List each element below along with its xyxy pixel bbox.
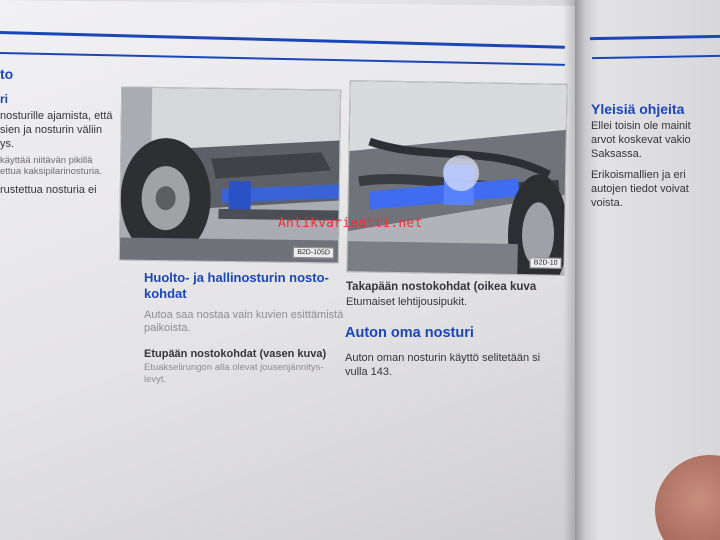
front-photo-code: B2D-105D: [293, 247, 334, 259]
watermark: Antikvariaatti.net: [278, 216, 423, 231]
rear-lift-points-subheading: Takapään nostokohdat (oikea kuva: [346, 281, 537, 293]
left-column-line-4: rustettua nosturia ei: [0, 184, 97, 196]
rear-lift-points-body: Etumaiset lehtijousipukit.: [346, 296, 468, 308]
front-lift-points-subheading: Etupään nostokohdat (vasen kuva): [144, 348, 327, 360]
service-lift-heading-line-2: kohdat: [144, 286, 187, 301]
rear-lift-illustration: [347, 81, 566, 275]
right-page-line-4: Erikoismallien ja eri: [591, 169, 686, 181]
left-column-line-2: sien ja nosturin väliin: [0, 124, 103, 136]
left-column-heading-2: ri: [0, 92, 9, 106]
rear-lift-photo: [346, 80, 567, 276]
left-column-line-3: ys.: [0, 138, 15, 150]
service-lift-body-line-1: Autoa saa nostaa vain kuvien esittämistä: [144, 309, 344, 321]
general-instructions-heading: Yleisiä ohjeita: [591, 101, 685, 117]
right-page-line-1: Ellei toisin ole mainit: [591, 120, 691, 132]
left-column-small-1: käyttää niitävän pikillä: [0, 155, 93, 166]
left-column-heading-1: to: [0, 66, 14, 82]
front-lift-photo: [119, 86, 341, 263]
left-column-small-2: ettua kaksipilarinosturia.: [0, 166, 102, 177]
front-lift-points-line-2: levyt.: [144, 374, 167, 385]
rear-photo-code: B2D-10: [530, 257, 562, 269]
right-page-line-5: autojen tiedot voivat: [591, 183, 689, 195]
front-lift-illustration: [120, 87, 340, 262]
left-column-line-1: nosturille ajamista, että: [0, 110, 113, 122]
right-page-line-6: voista.: [591, 197, 623, 209]
own-jack-body-line-1: Auton oman nosturin käyttö selitetään si: [345, 352, 541, 364]
own-jack-body-line-2: vulla 143.: [345, 366, 393, 378]
own-jack-heading: Auton oma nosturi: [345, 325, 474, 341]
service-lift-heading-line-1: Huolto- ja hallinosturin nosto-: [144, 270, 329, 285]
right-page-line-3: Saksassa.: [591, 148, 642, 160]
service-lift-body-line-2: paikoista.: [144, 322, 191, 334]
front-lift-points-line-1: Etuakselirungon alla olevat jousenjännitys-: [144, 362, 324, 373]
book-gutter: [563, 0, 585, 540]
right-page-line-2: arvot koskevat vakio: [591, 134, 691, 146]
